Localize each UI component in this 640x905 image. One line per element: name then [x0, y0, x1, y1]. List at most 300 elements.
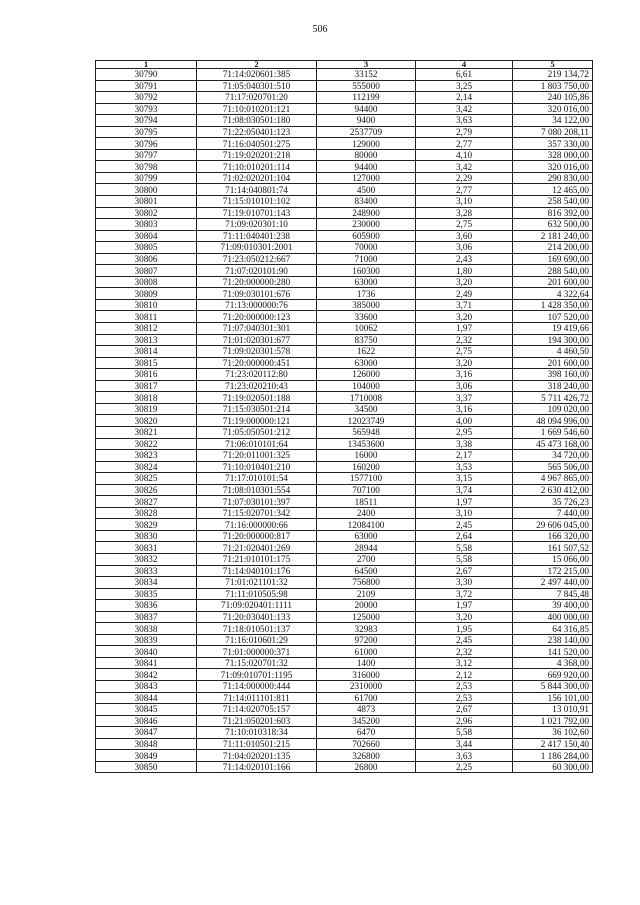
table-cell: 30797 [96, 149, 197, 161]
table-cell: 30799 [96, 172, 197, 184]
table-cell: 97200 [317, 634, 416, 646]
table-cell: 71:18:010501:137 [197, 623, 317, 635]
table-cell: 127000 [317, 172, 416, 184]
table-cell: 71:22:050401:123 [197, 126, 317, 138]
table-cell: 30810 [96, 299, 197, 311]
table-cell: 400 000,00 [513, 611, 593, 623]
table-cell: 104000 [317, 380, 416, 392]
table-cell: 30847 [96, 727, 197, 739]
table-cell: 30814 [96, 346, 197, 358]
table-cell: 30804 [96, 230, 197, 242]
table-cell: 1 669 546,60 [513, 426, 593, 438]
table-cell: 316000 [317, 669, 416, 681]
table-cell: 30823 [96, 450, 197, 462]
table-cell: 30796 [96, 138, 197, 150]
table-cell: 30828 [96, 507, 197, 519]
table-cell: 71:07:040301:301 [197, 323, 317, 335]
table-cell: 71:07:030101:397 [197, 496, 317, 508]
table-cell: 2,77 [416, 184, 513, 196]
table-cell: 70000 [317, 242, 416, 254]
table-row [96, 311, 593, 323]
table-cell: 4 322,64 [513, 288, 593, 300]
table-cell: 71:23:020210:43 [197, 380, 317, 392]
table-cell: 30824 [96, 461, 197, 473]
table-row [96, 138, 593, 150]
table-cell: 30825 [96, 473, 197, 485]
table-cell: 555000 [317, 80, 416, 92]
table-cell: 71:17:020701:20 [197, 92, 317, 104]
table-cell: 30822 [96, 438, 197, 450]
table-cell: 5,58 [416, 727, 513, 739]
table-cell: 30838 [96, 623, 197, 635]
table-cell: 201 600,00 [513, 276, 593, 288]
table-cell: 30815 [96, 357, 197, 369]
table-cell: 166 320,00 [513, 530, 593, 542]
table-cell: 240 105,86 [513, 92, 593, 104]
table-row [96, 369, 593, 381]
table-cell: 320 016,00 [513, 103, 593, 115]
table-cell: 71:21:010101:175 [197, 553, 317, 565]
table-row [96, 207, 593, 219]
table-cell: 605900 [317, 230, 416, 242]
table-cell: 632 500,00 [513, 219, 593, 231]
table-cell: 4,10 [416, 149, 513, 161]
table-cell: 33600 [317, 311, 416, 323]
table-row [96, 542, 593, 554]
table-cell: 64 316,85 [513, 623, 593, 635]
table-cell: 71:08:010301:554 [197, 484, 317, 496]
table-cell: 19 419,66 [513, 323, 593, 335]
table-cell: 71:14:000000:444 [197, 680, 317, 692]
table-row [96, 103, 593, 115]
column-header: 4 [416, 61, 513, 69]
table-cell: 3,16 [416, 403, 513, 415]
table-row [96, 530, 593, 542]
table-cell: 3,20 [416, 611, 513, 623]
table-cell: 71:16:000000:66 [197, 519, 317, 531]
table-cell: 5,58 [416, 553, 513, 565]
table-cell: 94400 [317, 161, 416, 173]
table-cell: 172 215,00 [513, 565, 593, 577]
table-cell: 30821 [96, 426, 197, 438]
table-cell: 71000 [317, 253, 416, 265]
table-cell: 30839 [96, 634, 197, 646]
table-cell: 7 845,48 [513, 588, 593, 600]
table-row [96, 172, 593, 184]
table-cell: 30831 [96, 542, 197, 554]
table-cell: 30812 [96, 323, 197, 335]
table-cell: 2 181 240,00 [513, 230, 593, 242]
table-row [96, 115, 593, 127]
table-cell: 345200 [317, 715, 416, 727]
table-cell: 4873 [317, 704, 416, 716]
table-cell: 18511 [317, 496, 416, 508]
table-cell: 30833 [96, 565, 197, 577]
table-cell: 30834 [96, 577, 197, 589]
table-row [96, 276, 593, 288]
table-cell: 230000 [317, 219, 416, 231]
table-cell: 71:20:030401:133 [197, 611, 317, 623]
table-cell: 30850 [96, 761, 197, 773]
table-cell: 30795 [96, 126, 197, 138]
table-cell: 4,00 [416, 415, 513, 427]
table-cell: 3,16 [416, 369, 513, 381]
table-cell: 2,43 [416, 253, 513, 265]
cadastral-table [95, 60, 593, 773]
table-cell: 1577100 [317, 473, 416, 485]
table-row [96, 646, 593, 658]
table-cell: 71:09:020401:1111 [197, 600, 317, 612]
table-cell: 30817 [96, 380, 197, 392]
table-cell: 1,97 [416, 496, 513, 508]
table-cell: 12 465,00 [513, 184, 593, 196]
table-row [96, 438, 593, 450]
table-row [96, 230, 593, 242]
table-cell: 71:10:010318:34 [197, 727, 317, 739]
table-cell: 71:06:010101:64 [197, 438, 317, 450]
table-cell: 30840 [96, 646, 197, 658]
table-cell: 71:16:040501:275 [197, 138, 317, 150]
table-cell: 129000 [317, 138, 416, 150]
table-cell: 71:21:020401:269 [197, 542, 317, 554]
table-cell: 5 844 300,00 [513, 680, 593, 692]
table-cell: 258 540,00 [513, 196, 593, 208]
table-cell: 1 803 750,00 [513, 80, 593, 92]
table-cell: 71:05:040301:510 [197, 80, 317, 92]
table-cell: 71:09:020301:578 [197, 346, 317, 358]
table-cell: 30811 [96, 311, 197, 323]
table-cell: 30809 [96, 288, 197, 300]
table-row [96, 357, 593, 369]
table-cell: 2,45 [416, 519, 513, 531]
table-cell: 30791 [96, 80, 197, 92]
table-cell: 71:20:000000:817 [197, 530, 317, 542]
table-cell: 3,74 [416, 484, 513, 496]
table-cell: 71:11:040401:238 [197, 230, 317, 242]
table-cell: 1400 [317, 657, 416, 669]
table-cell: 30830 [96, 530, 197, 542]
table-cell: 3,20 [416, 276, 513, 288]
table-cell: 13453600 [317, 438, 416, 450]
table-cell: 16000 [317, 450, 416, 462]
table-cell: 30845 [96, 704, 197, 716]
table-body [96, 69, 593, 773]
table-cell: 2,12 [416, 669, 513, 681]
table-cell: 36 102,60 [513, 727, 593, 739]
table-cell: 1 021 792,00 [513, 715, 593, 727]
table-row [96, 80, 593, 92]
table-cell: 30793 [96, 103, 197, 115]
table-cell: 83400 [317, 196, 416, 208]
table-cell: 35 726,23 [513, 496, 593, 508]
table-cell: 107 520,00 [513, 311, 593, 323]
table-cell: 30837 [96, 611, 197, 623]
table-cell: 3,06 [416, 242, 513, 254]
table-row [96, 565, 593, 577]
table-cell: 2,17 [416, 450, 513, 462]
table-cell: 2,32 [416, 646, 513, 658]
table-cell: 34 720,00 [513, 450, 593, 462]
table-cell: 30844 [96, 692, 197, 704]
table-cell: 48 094 996,00 [513, 415, 593, 427]
table-cell: 71:15:020701:32 [197, 657, 317, 669]
table-row [96, 692, 593, 704]
table-cell: 71:11:010501:215 [197, 738, 317, 750]
table-cell: 3,15 [416, 473, 513, 485]
table-row [96, 346, 593, 358]
column-header: 3 [317, 61, 416, 69]
table-cell: 2,53 [416, 692, 513, 704]
table-row [96, 299, 593, 311]
table-cell: 30820 [96, 415, 197, 427]
table-cell: 30836 [96, 600, 197, 612]
table-cell: 2,67 [416, 565, 513, 577]
table-cell: 3,63 [416, 115, 513, 127]
table-cell: 71:14:011101:811 [197, 692, 317, 704]
table-cell: 169 690,00 [513, 253, 593, 265]
table-cell: 816 392,00 [513, 207, 593, 219]
table-cell: 71:14:040801:74 [197, 184, 317, 196]
table-cell: 328 000,00 [513, 149, 593, 161]
table-cell: 34500 [317, 403, 416, 415]
table-row [96, 704, 593, 716]
table-row [96, 392, 593, 404]
table-cell: 194 300,00 [513, 334, 593, 346]
table-row [96, 323, 593, 335]
table-cell: 30826 [96, 484, 197, 496]
table-cell: 63000 [317, 276, 416, 288]
table-row [96, 461, 593, 473]
table-row [96, 149, 593, 161]
table-cell: 2,64 [416, 530, 513, 542]
table-row [96, 415, 593, 427]
table-cell: 2 497 440,00 [513, 577, 593, 589]
table-cell: 385000 [317, 299, 416, 311]
table-cell: 33152 [317, 69, 416, 81]
table-cell: 30816 [96, 369, 197, 381]
table-cell: 2,75 [416, 219, 513, 231]
table-cell: 112199 [317, 92, 416, 104]
table-cell: 2,25 [416, 761, 513, 773]
table-cell: 63000 [317, 530, 416, 542]
table-cell: 15 066,00 [513, 553, 593, 565]
table-cell: 71:19:020201:218 [197, 149, 317, 161]
table-cell: 71:23:050212:667 [197, 253, 317, 265]
column-header: 2 [197, 61, 317, 69]
table-cell: 30806 [96, 253, 197, 265]
table-cell: 71:02:020201:104 [197, 172, 317, 184]
table-cell: 71:13:000000:76 [197, 299, 317, 311]
table-cell: 5,58 [416, 542, 513, 554]
table-cell: 30790 [96, 69, 197, 81]
table-cell: 2,49 [416, 288, 513, 300]
table-cell: 6470 [317, 727, 416, 739]
table-cell: 3,10 [416, 196, 513, 208]
table-row [96, 553, 593, 565]
table-cell: 2,96 [416, 715, 513, 727]
table-cell: 3,42 [416, 161, 513, 173]
table-row [96, 242, 593, 254]
table-cell: 4 967 865,00 [513, 473, 593, 485]
table-cell: 71:10:010401:210 [197, 461, 317, 473]
table-cell: 7 080 208,11 [513, 126, 593, 138]
table-cell: 30803 [96, 219, 197, 231]
table-cell: 32983 [317, 623, 416, 635]
table-cell: 71:14:020101:166 [197, 761, 317, 773]
table-cell: 2,45 [416, 634, 513, 646]
table-cell: 219 134,72 [513, 69, 593, 81]
table-cell: 669 920,00 [513, 669, 593, 681]
table-cell: 1 186 284,00 [513, 750, 593, 762]
table-cell: 109 020,00 [513, 403, 593, 415]
table-cell: 4500 [317, 184, 416, 196]
table-cell: 30842 [96, 669, 197, 681]
table-row [96, 680, 593, 692]
table-cell: 45 473 168,00 [513, 438, 593, 450]
table-cell: 357 330,00 [513, 138, 593, 150]
table-cell: 28944 [317, 542, 416, 554]
table-cell: 71:19:000000:121 [197, 415, 317, 427]
table-cell: 3,30 [416, 577, 513, 589]
table-row [96, 473, 593, 485]
table-row [96, 634, 593, 646]
table-cell: 71:16:010601:29 [197, 634, 317, 646]
table-cell: 3,71 [416, 299, 513, 311]
column-header: 1 [96, 61, 197, 69]
table-cell: 71:01:000000:371 [197, 646, 317, 658]
table-cell: 6,61 [416, 69, 513, 81]
table-cell: 71:21:050201:603 [197, 715, 317, 727]
table-cell: 2,53 [416, 680, 513, 692]
table-cell: 3,44 [416, 738, 513, 750]
table-cell: 2 417 150,40 [513, 738, 593, 750]
table-cell: 201 600,00 [513, 357, 593, 369]
table-cell: 30813 [96, 334, 197, 346]
table-cell: 71:20:000000:123 [197, 311, 317, 323]
table-cell: 2,75 [416, 346, 513, 358]
table-cell: 2,14 [416, 92, 513, 104]
table-cell: 71:15:010101:102 [197, 196, 317, 208]
table-row [96, 669, 593, 681]
table-cell: 71:09:010701:1195 [197, 669, 317, 681]
table-cell: 30802 [96, 207, 197, 219]
table-row [96, 380, 593, 392]
table-cell: 2,77 [416, 138, 513, 150]
table-cell: 1,80 [416, 265, 513, 277]
table-cell: 156 101,00 [513, 692, 593, 704]
table-cell: 12084100 [317, 519, 416, 531]
table-row [96, 588, 593, 600]
table-header-row [96, 61, 593, 69]
table-row [96, 184, 593, 196]
table-cell: 61000 [317, 646, 416, 658]
table-row [96, 761, 593, 773]
table-cell: 1,97 [416, 323, 513, 335]
table-row [96, 69, 593, 81]
table-row [96, 450, 593, 462]
table-row [96, 265, 593, 277]
table-cell: 71:14:020601:385 [197, 69, 317, 81]
table-cell: 30849 [96, 750, 197, 762]
table-cell: 71:17:010101:54 [197, 473, 317, 485]
table-cell: 30805 [96, 242, 197, 254]
table-cell: 326800 [317, 750, 416, 762]
table-cell: 1622 [317, 346, 416, 358]
table-cell: 2 630 412,00 [513, 484, 593, 496]
table-cell: 1710008 [317, 392, 416, 404]
table-cell: 29 606 045,00 [513, 519, 593, 531]
table-row [96, 496, 593, 508]
table-row [96, 253, 593, 265]
table-row [96, 507, 593, 519]
table-cell: 64500 [317, 565, 416, 577]
table-cell: 1 428 350,00 [513, 299, 593, 311]
table-cell: 756800 [317, 577, 416, 589]
table-cell: 3,20 [416, 357, 513, 369]
table-row [96, 426, 593, 438]
table-cell: 71:10:010201:114 [197, 161, 317, 173]
table-cell: 30792 [96, 92, 197, 104]
table-cell: 4 368,00 [513, 657, 593, 669]
table-cell: 2700 [317, 553, 416, 565]
table-cell: 565948 [317, 426, 416, 438]
table-cell: 320 016,00 [513, 161, 593, 173]
table-cell: 3,25 [416, 80, 513, 92]
table-row [96, 611, 593, 623]
table-cell: 71:20:000000:280 [197, 276, 317, 288]
table-cell: 13 010,91 [513, 704, 593, 716]
table-cell: 3,12 [416, 657, 513, 669]
table-cell: 10062 [317, 323, 416, 335]
table-row [96, 126, 593, 138]
table-cell: 3,72 [416, 588, 513, 600]
table-cell: 318 240,00 [513, 380, 593, 392]
table-cell: 12023749 [317, 415, 416, 427]
table-row [96, 519, 593, 531]
table-cell: 71:14:020705:157 [197, 704, 317, 716]
table-cell: 248900 [317, 207, 416, 219]
table-cell: 71:01:020301:677 [197, 334, 317, 346]
table-cell: 34 122,00 [513, 115, 593, 127]
table-cell: 61700 [317, 692, 416, 704]
table-cell: 1,97 [416, 600, 513, 612]
table-cell: 30808 [96, 276, 197, 288]
table-cell: 288 540,00 [513, 265, 593, 277]
table-cell: 290 830,00 [513, 172, 593, 184]
table-cell: 30846 [96, 715, 197, 727]
table-cell: 63000 [317, 357, 416, 369]
table-cell: 2,32 [416, 334, 513, 346]
table-row [96, 657, 593, 669]
table-row [96, 577, 593, 589]
table-row [96, 484, 593, 496]
table-cell: 30819 [96, 403, 197, 415]
table-cell: 80000 [317, 149, 416, 161]
table-cell: 2537709 [317, 126, 416, 138]
table-cell: 30843 [96, 680, 197, 692]
page-number: 506 [312, 24, 328, 35]
table-cell: 141 520,00 [513, 646, 593, 658]
table-cell: 565 506,00 [513, 461, 593, 473]
table-cell: 60 300,00 [513, 761, 593, 773]
table-cell: 3,28 [416, 207, 513, 219]
table-cell: 71:15:020701:342 [197, 507, 317, 519]
table-row [96, 219, 593, 231]
table-cell: 71:08:030501:180 [197, 115, 317, 127]
table-cell: 71:19:020501:188 [197, 392, 317, 404]
table-row [96, 715, 593, 727]
table-cell: 30848 [96, 738, 197, 750]
